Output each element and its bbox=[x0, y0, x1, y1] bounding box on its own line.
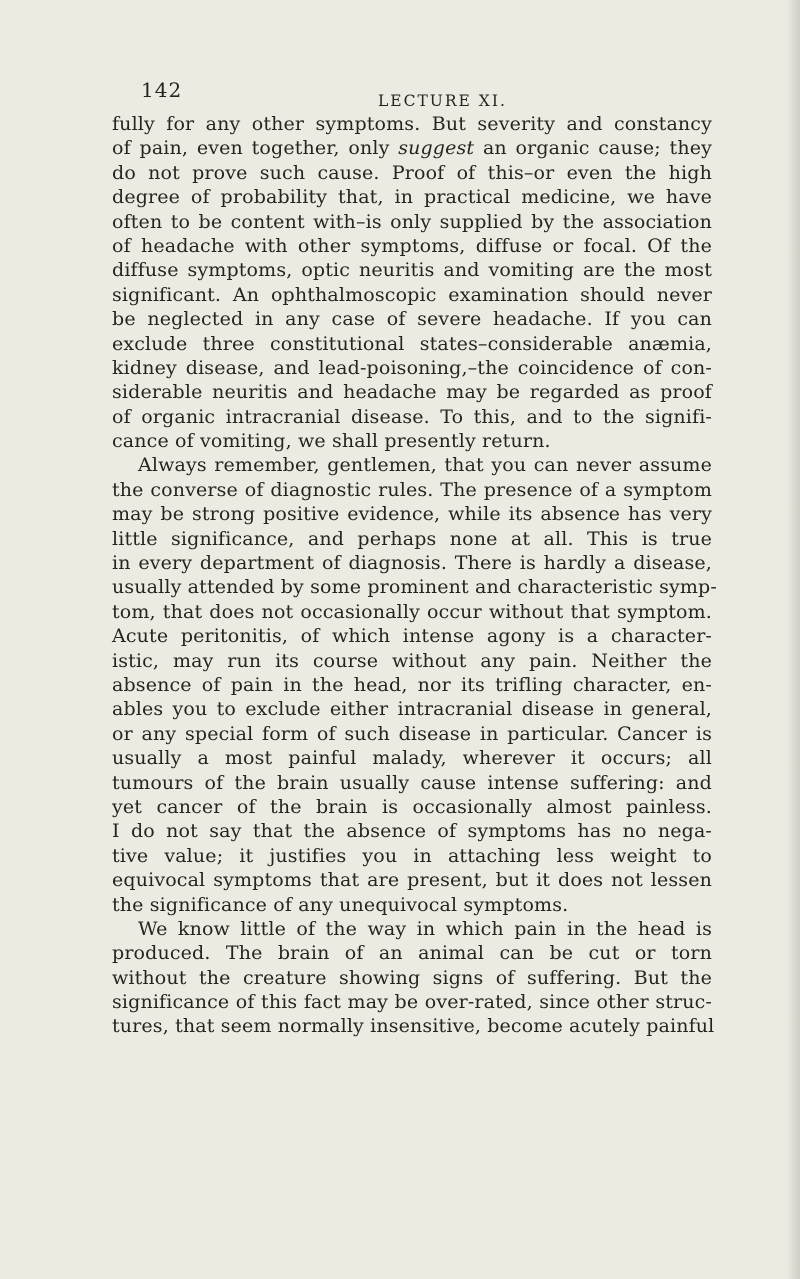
text-line: tom, that does not occasionally occur without that symptom. bbox=[112, 600, 712, 623]
text-line-with-italic bbox=[112, 136, 712, 160]
body-text bbox=[112, 112, 717, 1039]
text-line: absence of pain in the head, nor its trifling character, en- bbox=[112, 673, 712, 696]
text-line: or any special form of such disease in particular. Cancer is bbox=[112, 722, 712, 745]
text-line: be neglected in any case of severe headache. If you can bbox=[112, 308, 712, 331]
text-segment: of pain, even together, only bbox=[112, 137, 399, 160]
text-line: produced. The brain of an animal can be cut or torn bbox=[112, 942, 712, 965]
text-line: usually attended by some prominent and characteristic symp- bbox=[112, 576, 717, 599]
running-title: LECTURE XI. bbox=[378, 92, 507, 110]
text-line: significant. An ophthalmoscopic examination should never bbox=[112, 283, 712, 306]
text-line: kidney disease, and lead-poisoning,–the coincidence of con- bbox=[112, 356, 712, 379]
text-line: without the creature showing signs of suffering. But the bbox=[112, 966, 712, 989]
paragraph-start-line: We know little of the way in which pain in the head is bbox=[138, 917, 712, 940]
text-line: tumours of the brain usually cause intense suffering: and bbox=[112, 771, 712, 794]
text-line: usually a most painful malady, wherever it occurs; all bbox=[112, 747, 712, 770]
text-line: I do not say that the absence of symptoms has no nega- bbox=[112, 820, 712, 843]
paragraph-end-line: the significance of any unequivocal symptoms. bbox=[112, 893, 569, 916]
paragraph-end-line: cance of vomiting, we shall presently return. bbox=[112, 430, 551, 453]
text-line: exclude three constitutional states–considerable anæmia, bbox=[112, 332, 712, 355]
text-line: the converse of diagnostic rules. The presence of a symptom bbox=[112, 478, 712, 501]
text-line: ables you to exclude either intracranial disease in general, bbox=[112, 698, 712, 721]
text-line: siderable neuritis and headache may be regarded as proof bbox=[112, 381, 712, 404]
text-line: may be strong positive evidence, while its absence has very bbox=[112, 503, 712, 526]
text-line: of headache with other symptoms, diffuse or focal. Of the bbox=[112, 234, 712, 257]
page-number: 142 bbox=[141, 78, 183, 102]
page-edge-shadow bbox=[786, 0, 800, 1279]
text-line: degree of probability that, in practical medicine, we have bbox=[112, 186, 712, 209]
text-line: often to be content with–is only supplied by the association bbox=[112, 210, 712, 233]
text-line: tures, that seem normally insensitive, become acutely painful bbox=[112, 1015, 715, 1038]
text-line: do not prove such cause. Proof of this–or even the high bbox=[112, 161, 712, 184]
paragraph-start-line: Always remember, gentlemen, that you can never assume bbox=[138, 454, 712, 477]
text-line: significance of this fact may be over-rated, since other struc- bbox=[112, 991, 712, 1014]
text-line: istic, may run its course without any pain. Neither the bbox=[112, 649, 712, 672]
text-line: in every department of diagnosis. There is hardly a disease, bbox=[112, 552, 712, 575]
text-line: yet cancer of the brain is occasionally almost painless. bbox=[112, 795, 712, 818]
text-line: diffuse symptoms, optic neuritis and vomiting are the most bbox=[112, 259, 712, 282]
text-line: Acute peritonitis, of which intense agony is a character- bbox=[112, 625, 712, 648]
text-line: of organic intracranial disease. To this, and to the signifi- bbox=[112, 405, 712, 428]
text-line: equivocal symptoms that are present, but it does not lessen bbox=[112, 869, 712, 892]
text-line: little significance, and perhaps none at all. This is true bbox=[112, 527, 712, 550]
italic-emphasis: suggest bbox=[398, 137, 475, 160]
text-segment: an organic cause; they bbox=[474, 137, 712, 160]
text-line: fully for any other symptoms. But severity and constancy bbox=[112, 113, 712, 135]
text-line: tive value; it justifies you in attaching less weight to bbox=[112, 844, 712, 867]
